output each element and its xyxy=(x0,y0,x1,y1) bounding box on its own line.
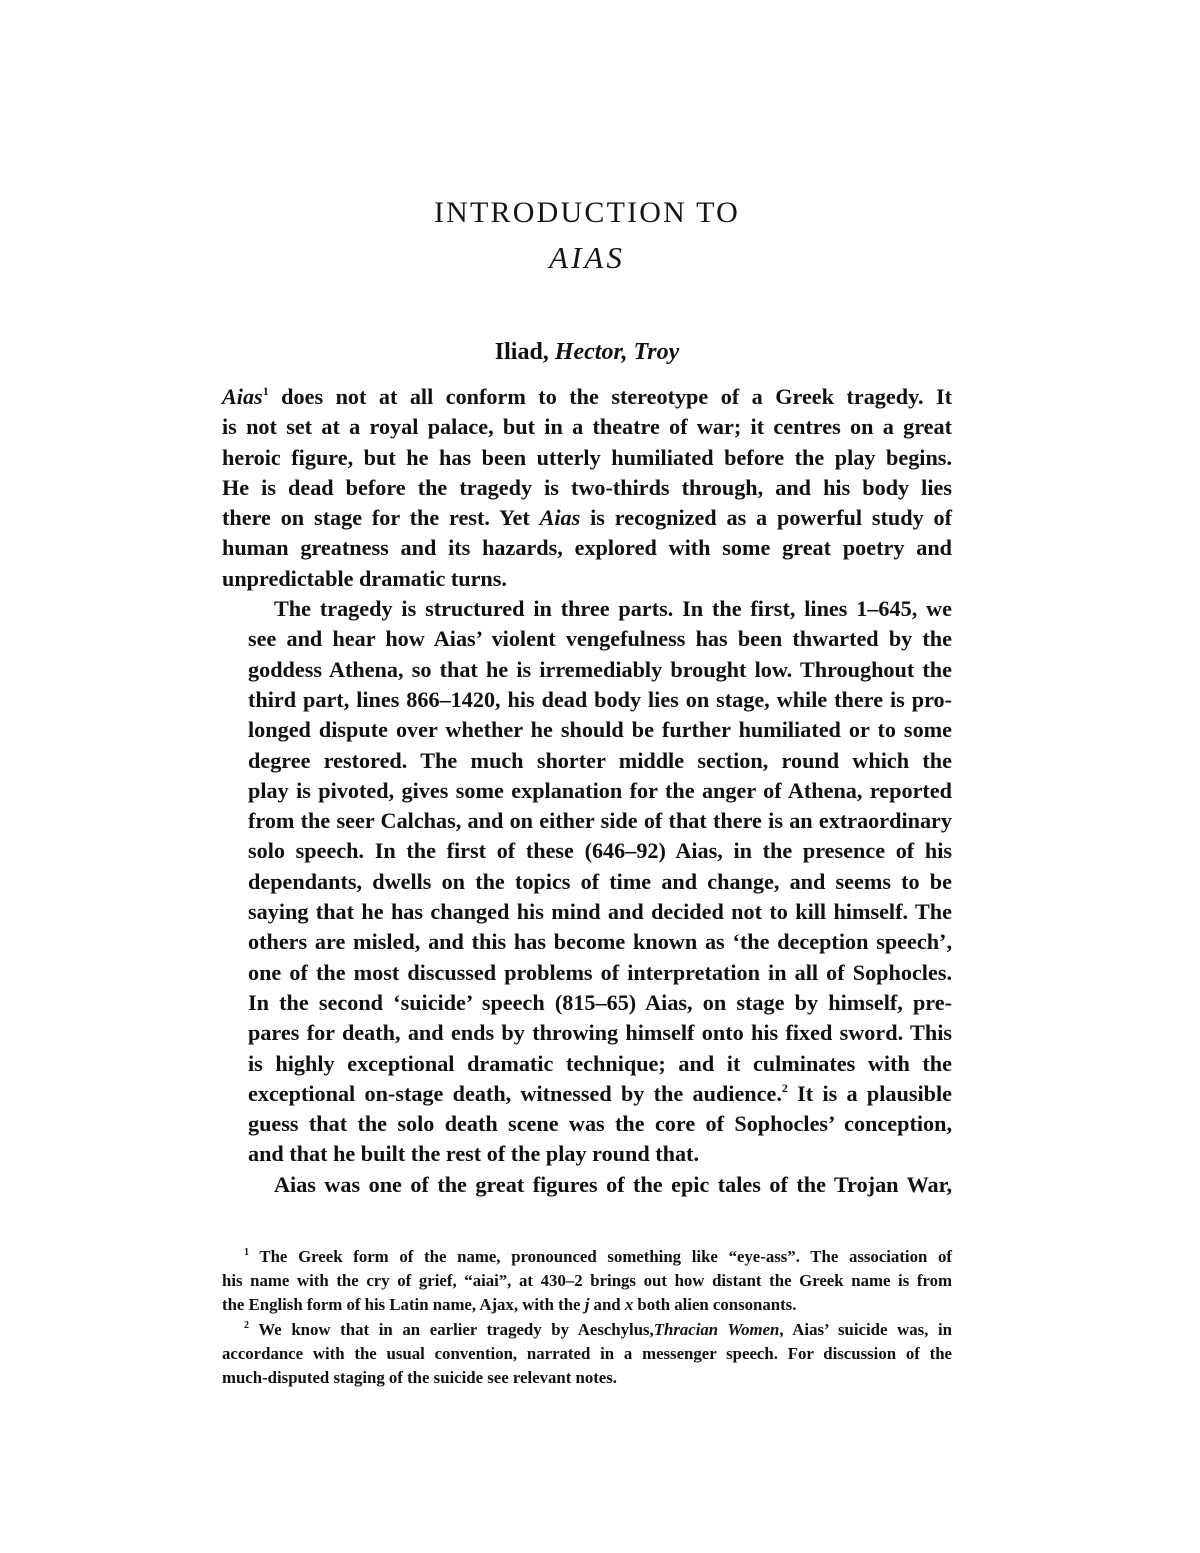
footnote-marker: 2 xyxy=(781,1080,788,1095)
text-line: others are misled, and this has become known as ‘the deception speech’, xyxy=(248,929,952,955)
text-line: one of the most discussed problems of interpretation in all of Sophocles. xyxy=(248,959,952,985)
text-line: The tragedy is structured in three parts. In the first, lines 1–645, we xyxy=(274,596,952,622)
text-line: solo speech. In the first of these (646–92) Aias, in the presence of his xyxy=(248,838,952,864)
text-line: guess that the solo death scene was the core of Sophocles’ conception, xyxy=(248,1111,952,1137)
text-run: , Aias’ suicide was, in xyxy=(779,1319,952,1339)
text-line: third part, lines 866–1420, his dead body lies on stage, while there is pro- xyxy=(248,686,952,712)
chapter-heading: INTRODUCTION TO xyxy=(433,196,741,229)
italic-text: x xyxy=(624,1295,634,1315)
footnote-marker: 2 xyxy=(244,1319,249,1331)
text-line: from the seer Calchas, and on either side of that there is an extraordinary xyxy=(248,808,952,834)
text-line: He is dead before the tragedy is two-thirds through, and his body lies xyxy=(222,474,952,500)
text-line: saying that he has changed his mind and decided not to kill himself. The xyxy=(248,899,952,925)
text-line: and that he built the rest of the play round that. xyxy=(248,1141,699,1167)
text-run: The Greek form of the name, pronounced something like “eye-ass”. The association of xyxy=(249,1247,952,1266)
text-run: and xyxy=(589,1295,625,1315)
text-run: We know that in an earlier tragedy by Aeschylus, xyxy=(249,1319,654,1339)
paragraph xyxy=(222,382,952,594)
text-line xyxy=(222,1079,952,1109)
text-line: accordance with the usual convention, narrated in a messenger speech. For discussion of the xyxy=(222,1343,952,1363)
text-line: heroic figure, but he has been utterly humiliated before the play begins. xyxy=(222,444,952,470)
text-line: longed dispute over whether he should be further humiliated or to some xyxy=(248,717,952,743)
text-run: there on stage for the rest. Yet xyxy=(222,505,540,531)
text-line xyxy=(222,1318,952,1342)
footnotes xyxy=(222,1245,952,1390)
text-line: goddess Athena, so that he is irremediably brought low. Throughout the xyxy=(248,656,952,682)
text-run: is recognized as a powerful study of xyxy=(580,505,952,531)
text-line: In the second ‘suicide’ speech (815–65) Aias, on stage by himself, pre- xyxy=(248,989,952,1015)
section-title-italic: Hector, Troy xyxy=(554,339,680,365)
italic-text: Aias xyxy=(222,384,263,409)
text-line: degree restored. The much shorter middle section, round which the xyxy=(248,747,952,773)
chapter-title: AIAS xyxy=(549,240,625,275)
text-line: his name with the cry of grief, “aiai”, at 430–2 brings out how distant the Greek name is from xyxy=(222,1271,952,1291)
text-line: pares for death, and ends by throwing himself onto his fixed sword. This xyxy=(248,1020,952,1046)
text-line: Aias was one of the great figures of the epic tales of the Trojan War, xyxy=(274,1171,952,1197)
text-line xyxy=(222,503,952,533)
text-line: is highly exceptional dramatic technique; and it culminates with the xyxy=(248,1050,952,1076)
text-run: the English form of his Latin name, Ajax, with the xyxy=(222,1295,585,1315)
text-line: is not set at a royal palace, but in a theatre of war; it centres on a great xyxy=(222,414,952,440)
footnote xyxy=(222,1318,952,1391)
text-line: play is pivoted, gives some explanation for the anger of Athena, reported xyxy=(248,777,952,803)
text-line xyxy=(222,1245,952,1269)
paragraph xyxy=(222,1170,952,1200)
text-line: unpredictable dramatic turns. xyxy=(222,565,507,591)
text-line: much-disputed staging of the suicide see relevant notes. xyxy=(222,1368,617,1388)
text-run: both alien consonants. xyxy=(633,1295,797,1315)
text-line xyxy=(222,1293,952,1317)
body-text xyxy=(222,382,952,1200)
italic-text: j xyxy=(584,1295,590,1315)
paragraph xyxy=(222,594,952,1170)
italic-text: Thracian Women xyxy=(653,1319,780,1339)
text-line: human greatness and its hazards, explored with some great poetry and xyxy=(222,535,952,561)
text-run: does not at all conform to the stereotype of a Greek tragedy. It xyxy=(268,384,952,409)
footnote-marker: 1 xyxy=(262,384,269,398)
text-run: It is a plausible xyxy=(787,1080,952,1106)
section-title xyxy=(222,339,952,366)
footnote-marker: 1 xyxy=(244,1247,249,1258)
text-line: dependants, dwells on the topics of time and change, and seems to be xyxy=(248,868,952,894)
section-title-plain: Iliad, xyxy=(494,339,555,365)
italic-text: Aias xyxy=(539,505,581,531)
text-line xyxy=(222,382,952,412)
footnote xyxy=(222,1245,952,1318)
text-run: exceptional on-stage death, witnessed by the audience. xyxy=(248,1080,782,1106)
text-line: see and hear how Aias’ violent vengefulness has been thwarted by the xyxy=(248,626,952,652)
